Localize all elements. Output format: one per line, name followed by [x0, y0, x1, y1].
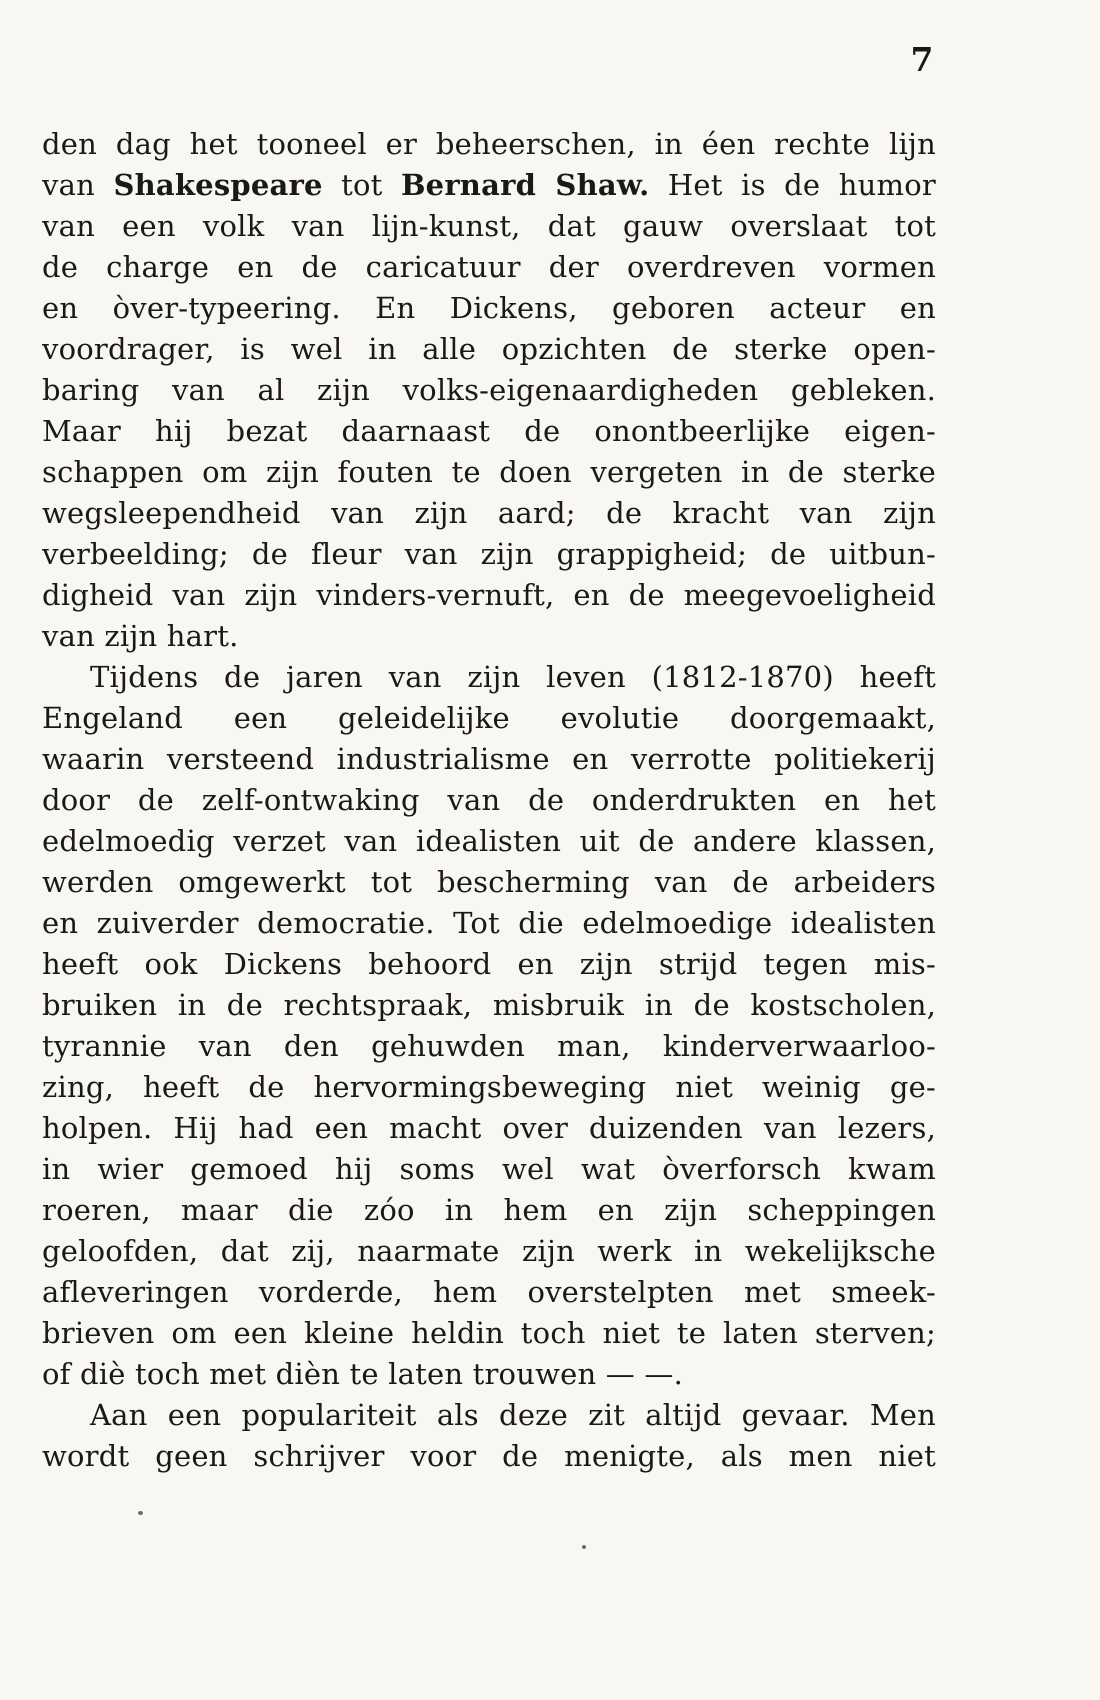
text-line: bruiken in de rechtspraak, misbruik in de kostscholen,: [42, 988, 936, 1022]
text-line: wegsleependheid van zijn aard; de kracht van zijn: [42, 496, 936, 530]
text-line: waarin versteend industrialisme en verrotte politiekerij: [42, 742, 936, 776]
text-line: zing, heeft de hervormingsbeweging niet weinig ge-: [42, 1070, 936, 1104]
text-line: de charge en de caricatuur der overdreven vormen: [42, 250, 936, 284]
text-line: voordrager, is wel in alle opzichten de sterke open-: [42, 332, 936, 366]
emphasized-name: Shakespeare: [113, 168, 323, 202]
text-line: tyrannie van den gehuwden man, kinderverwaarloo-: [42, 1029, 936, 1063]
text-line: brieven om een kleine heldin toch niet te laten sterven;: [42, 1316, 936, 1350]
text-line: holpen. Hij had een macht over duizenden van lezers,: [42, 1111, 936, 1145]
text-line: geloofden, dat zij, naarmate zijn werk in wekelijksche: [42, 1234, 936, 1268]
scan-speck: [582, 1545, 586, 1549]
scan-speck: [138, 1511, 143, 1515]
text-line: roeren, maar die zóo in hem en zijn scheppingen: [42, 1193, 936, 1227]
text-line: van Shakespeare tot Bernard Shaw. Het is de humor: [42, 168, 936, 202]
text-line: afleveringen vorderde, hem overstelpten met smeek-: [42, 1275, 936, 1309]
text-line: en zuiverder democratie. Tot die edelmoedige idealisten: [42, 906, 936, 940]
text-line: van zijn hart.: [42, 619, 239, 653]
page-number: 7: [910, 40, 934, 79]
text-line: of diè toch met dièn te laten trouwen — —.: [42, 1357, 683, 1391]
text-block: [42, 124, 936, 1477]
text-line: wordt geen schrijver voor de menigte, als men niet: [42, 1439, 936, 1473]
text-line: en òver-typeering. En Dickens, geboren acteur en: [42, 291, 936, 325]
text-line: Tijdens de jaren van zijn leven (1812-1870) heeft: [90, 660, 936, 694]
text-line: schappen om zijn fouten te doen vergeten in de sterke: [42, 455, 936, 489]
text-line: heeft ook Dickens behoord en zijn strijd tegen mis-: [42, 947, 936, 981]
emphasized-name: Bernard Shaw.: [400, 168, 650, 202]
text-line: edelmoedig verzet van idealisten uit de andere klassen,: [42, 824, 936, 858]
text-line: in wier gemoed hij soms wel wat òverforsch kwam: [42, 1152, 936, 1186]
text-line: Maar hij bezat daarnaast de onontbeerlijke eigen-: [42, 414, 936, 448]
text-line: werden omgewerkt tot bescherming van de arbeiders: [42, 865, 936, 899]
text-line: baring van al zijn volks-eigenaardigheden gebleken.: [42, 373, 936, 407]
text-line: digheid van zijn vinders-vernuft, en de meegevoeligheid: [42, 578, 936, 612]
text-line: verbeelding; de fleur van zijn grappigheid; de uitbun-: [42, 537, 936, 571]
text-line: door de zelf-ontwaking van de onderdrukten en het: [42, 783, 936, 817]
text-line: den dag het tooneel er beheerschen, in éen rechte lijn: [42, 127, 936, 161]
text-line: van een volk van lijn-kunst, dat gauw overslaat tot: [42, 209, 936, 243]
text-line: Aan een populariteit als deze zit altijd gevaar. Men: [90, 1398, 936, 1432]
text-line: Engeland een geleidelijke evolutie doorgemaakt,: [42, 701, 936, 735]
